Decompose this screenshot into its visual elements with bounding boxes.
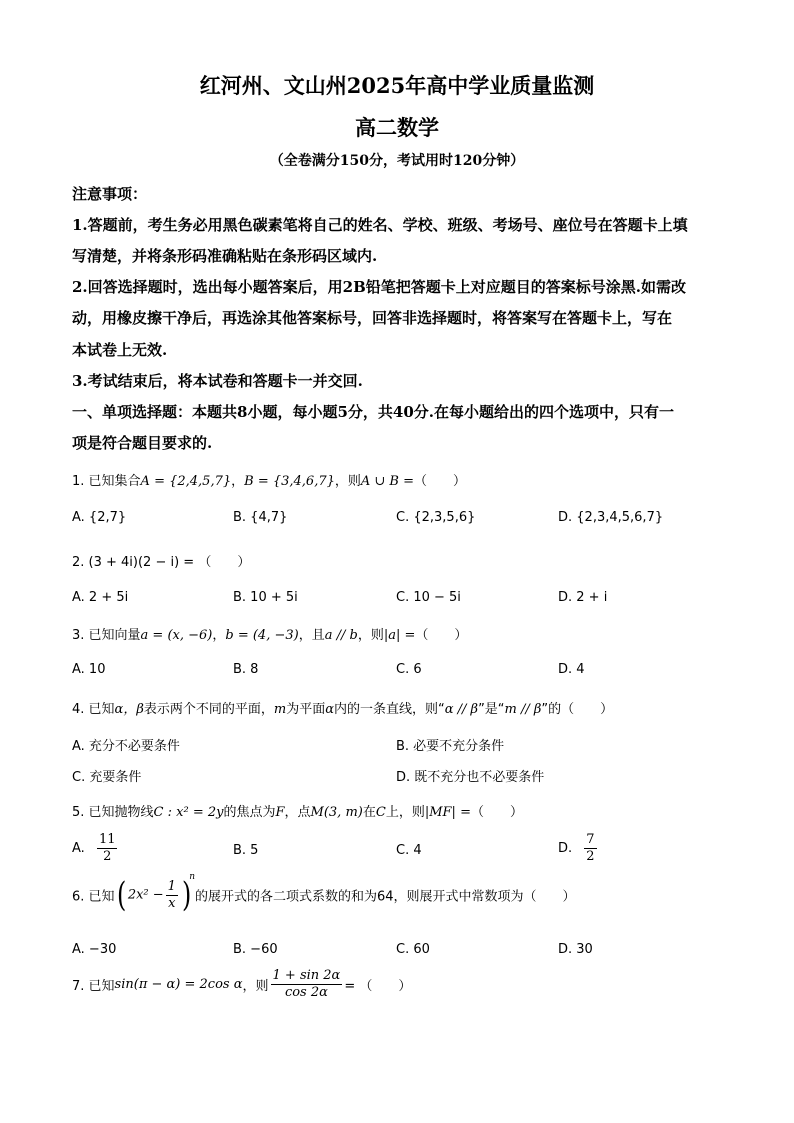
- notice-item-2-line-1: 2.回答选择题时，选出每小题答案后，用2B铅笔把答题卡上对应题目的答案标号涂黑.如需改: [72, 278, 687, 296]
- question-4-condition-1: α // β: [444, 702, 479, 717]
- question-3-option-c: C. 6: [396, 662, 422, 677]
- question-4-option-b: B. 必要不充分条件: [396, 739, 505, 754]
- question-1-option-b: B. {4,7}: [233, 510, 288, 525]
- question-1-stem: [72, 470, 466, 489]
- question-7-stem: [72, 968, 411, 1001]
- question-1-sep: ，: [231, 474, 245, 489]
- question-1-option-c: C. {2,3,5,6}: [396, 510, 476, 525]
- question-2-option-c: C. 10 − 5i: [396, 590, 461, 605]
- notice-item-3: 3.考试结束后，将本试卷和答题卡一并交回.: [72, 372, 363, 390]
- question-6-stem: [72, 872, 576, 915]
- question-5-option-b: B. 5: [233, 843, 259, 858]
- question-6-prefix: 6. 已知: [72, 889, 115, 905]
- question-5-option-a-label: A.: [72, 841, 85, 856]
- question-5-option-d-label: D.: [558, 841, 573, 856]
- question-5-point: M(3, m): [310, 805, 363, 820]
- question-3-option-b: B. 8: [233, 662, 259, 677]
- question-4-mid2: 为平面: [286, 702, 326, 717]
- question-2-stem: 2. (3 + 4i)(2 − i) = （ ）: [72, 555, 251, 570]
- question-1-prefix: 1. 已知集合: [72, 474, 141, 489]
- question-7-fraction: [271, 968, 343, 1001]
- question-5-prefix: 5. 已知抛物线: [72, 805, 154, 820]
- question-3-mid: ，且: [298, 628, 325, 643]
- question-5-option-a: [72, 832, 119, 865]
- question-4-option-d: D. 既不充分也不必要条件: [396, 770, 545, 785]
- question-6-option-d: D. 30: [558, 942, 593, 957]
- section-heading-line-1: 一、单项选择题：本题共8小题，每小题5分，共40分.在每小题给出的四个选项中，只有一: [72, 403, 674, 421]
- exam-score-note: （全卷满分150分，考试用时120分钟）: [269, 153, 525, 169]
- question-4-condition-2: m // β: [504, 702, 542, 717]
- question-5-focus: F: [275, 805, 285, 820]
- question-4-stem: [72, 698, 613, 717]
- question-2-option-d: D. 2 + i: [558, 590, 608, 605]
- left-paren: (: [116, 875, 126, 915]
- question-5-tail: （ ）: [470, 805, 523, 820]
- question-3-prefix: 3. 已知向量: [72, 628, 141, 643]
- fraction-numerator: 1: [167, 878, 176, 894]
- question-3-vector-b: b = (4, −3): [225, 628, 299, 643]
- fraction-numerator: 7: [586, 832, 595, 847]
- notice-item-2-line-2: 动，用橡皮擦干净后，再选涂其他答案标号，回答非选择题时，将答案写在答题卡上，写在: [72, 309, 673, 327]
- notice-item-2-line-3: 本试卷上无效.: [72, 341, 168, 359]
- question-6-option-b: B. −60: [233, 942, 278, 957]
- question-5-stem: [72, 801, 523, 820]
- question-5-mid1: 的焦点为: [223, 805, 276, 820]
- fraction-denominator: 2: [103, 849, 112, 864]
- question-3-magnitude: |a| =: [383, 628, 416, 643]
- question-7-tail: = （ ）: [344, 979, 412, 994]
- question-3-option-a: A. 10: [72, 662, 106, 677]
- question-5-mid2: ，点: [284, 805, 311, 820]
- question-4-line-m: m: [273, 702, 287, 717]
- question-3-stem: [72, 624, 467, 643]
- question-4-option-c: C. 充要条件: [72, 770, 142, 785]
- question-4-option-a: A. 充分不必要条件: [72, 739, 180, 754]
- fraction-numerator: 1 + sin 2α: [272, 968, 341, 983]
- notice-item-1-line-2: 写清楚，并将条形码准确粘贴在条形码区域内.: [72, 247, 378, 265]
- fraction-numerator: 11: [98, 832, 116, 847]
- question-5-mid4: 上，则: [385, 805, 425, 820]
- question-1-expr: A ∪ B =: [360, 474, 415, 489]
- fraction-denominator: x: [168, 895, 176, 911]
- question-5-option-a-fraction: [97, 832, 118, 865]
- question-2-option-b: B. 10 + 5i: [233, 590, 298, 605]
- question-6-option-c: C. 60: [396, 942, 430, 957]
- question-5-curve: C : x² = 2y: [153, 805, 224, 820]
- question-5-option-c: C. 4: [396, 843, 422, 858]
- question-6-fraction: [166, 879, 178, 912]
- notice-item-1-line-1: 1.答题前，考生务必用黑色碳素笔将自己的姓名、学校、班级、考场号、座位号在答题卡上填: [72, 216, 688, 234]
- question-1-option-a: A. {2,7}: [72, 510, 127, 525]
- question-4-mid4: ”是“: [478, 702, 505, 717]
- question-5-option-d: [558, 832, 599, 865]
- question-1-option-d: D. {2,3,4,5,6,7}: [558, 510, 664, 525]
- question-6-tail: 的展开式的各二项式系数的和为64，则展开式中常数项为（ ）: [195, 889, 576, 905]
- question-5-option-d-fraction: [584, 832, 596, 865]
- question-5-distance: |MF| =: [424, 805, 471, 820]
- question-4-prefix: 4. 已知: [72, 702, 115, 717]
- exam-subject: 高二数学: [355, 115, 439, 140]
- question-7-condition: sin(π − α) = 2cos α: [114, 977, 243, 992]
- question-4-alpha: α: [325, 702, 334, 717]
- section-heading-line-2: 项是符合题目要求的.: [72, 434, 213, 452]
- question-6-option-a: A. −30: [72, 942, 117, 957]
- notice-heading: 注意事项：: [72, 185, 148, 203]
- question-3-sep: ，: [212, 628, 226, 643]
- question-5-curve-name: C: [375, 805, 386, 820]
- question-4-mid3: 内的一条直线，则“: [333, 702, 445, 717]
- question-7-prefix: 7. 已知: [72, 979, 115, 994]
- question-6-expr-base: 2x² −: [127, 887, 164, 903]
- question-3-mid2: ，则: [357, 628, 384, 643]
- fraction-denominator: cos 2α: [284, 985, 328, 1000]
- question-2-option-a: A. 2 + 5i: [72, 590, 129, 605]
- question-1-mid: ，则: [334, 474, 361, 489]
- question-4-mid1: 表示两个不同的平面，: [143, 702, 274, 717]
- question-3-vector-a: a = (x, −6): [140, 628, 213, 643]
- question-4-planes: α，β: [114, 702, 144, 717]
- question-7-mid: ，则: [242, 979, 269, 994]
- question-6-exponent: n: [189, 872, 195, 883]
- question-1-set-a: A = {2,4,5,7}: [140, 474, 232, 489]
- question-3-condition: a // b: [324, 628, 358, 643]
- question-3-tail: （ ）: [415, 628, 468, 643]
- question-5-mid3: 在: [362, 805, 376, 820]
- right-paren: ): [181, 875, 192, 915]
- question-1-tail: （ ）: [414, 474, 467, 489]
- question-4-tail: ”的（ ）: [541, 702, 614, 717]
- fraction-denominator: 2: [586, 849, 595, 864]
- question-1-set-b: B = {3,4,6,7}: [244, 474, 335, 489]
- exam-title: 红河州、文山州2025年高中学业质量监测: [199, 73, 595, 98]
- question-3-option-d: D. 4: [558, 662, 585, 677]
